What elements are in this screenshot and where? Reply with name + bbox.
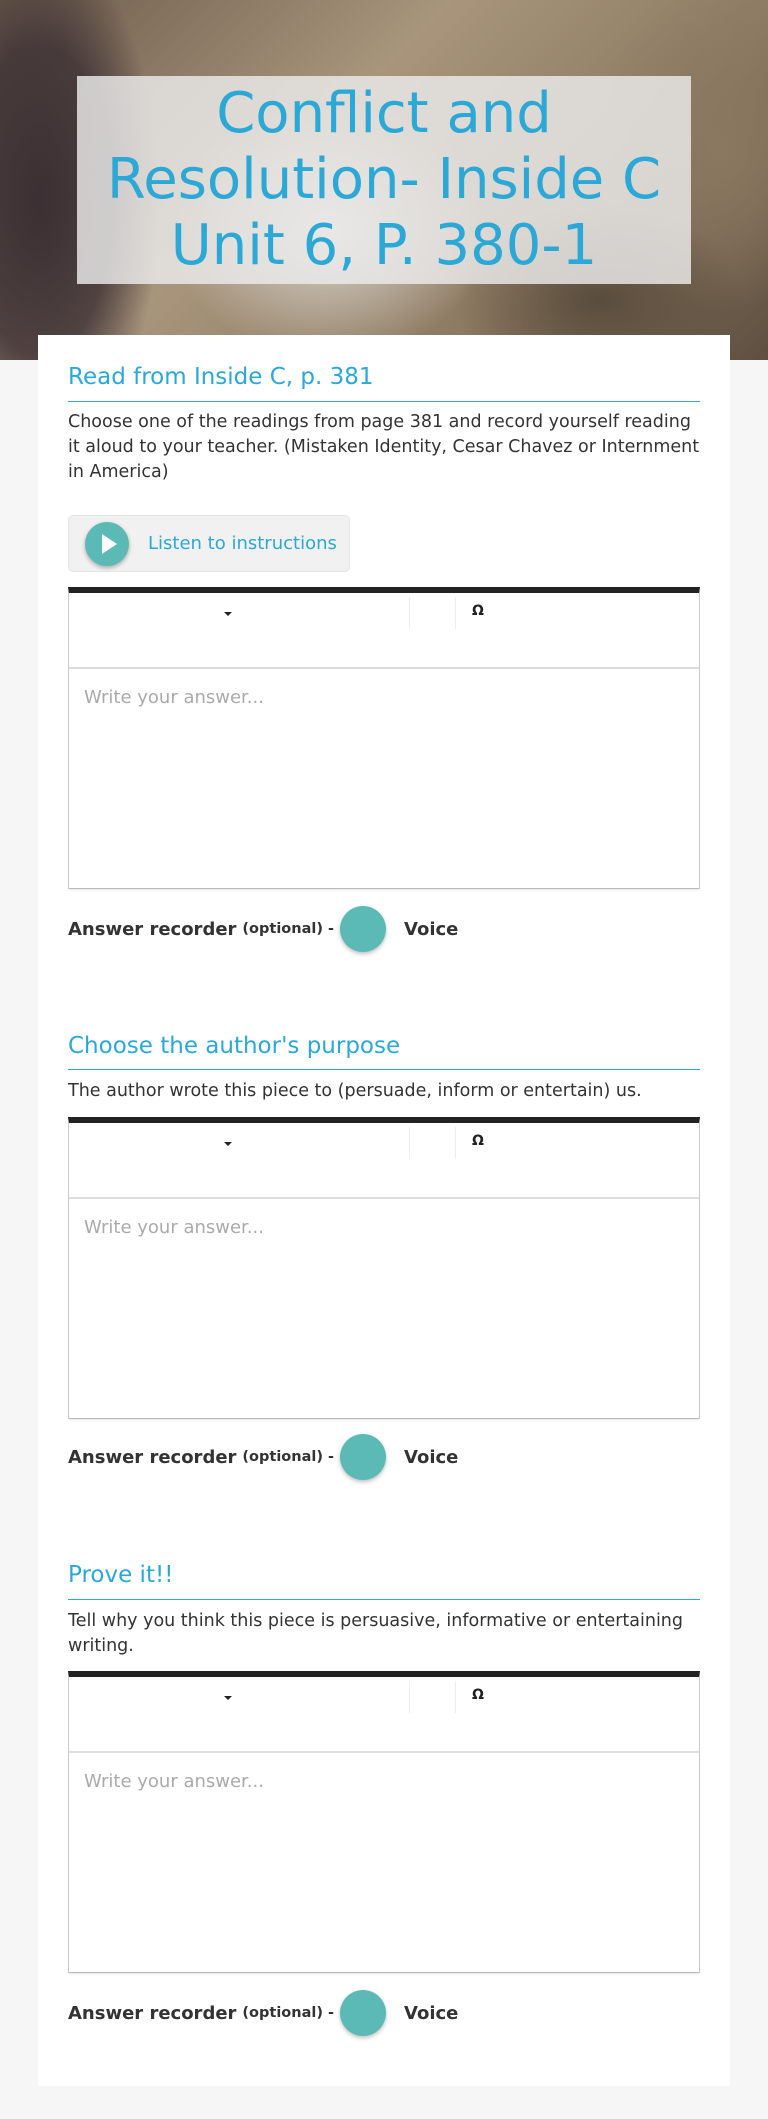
- record-button[interactable]: [340, 1990, 386, 2036]
- section-text: The author wrote this piece to (persuade, inform or entertain) us.: [68, 1081, 642, 1101]
- answer-recorder: [68, 1990, 458, 2036]
- header-banner: [0, 0, 768, 360]
- toolbar-divider: [455, 597, 456, 629]
- editor-toolbar: [69, 1677, 699, 1753]
- editor-toolbar: [69, 593, 699, 669]
- format-dropdown-icon[interactable]: [224, 612, 232, 616]
- special-character-button[interactable]: Ω: [472, 603, 484, 619]
- special-character-button[interactable]: Ω: [472, 1687, 484, 1703]
- page-title: Conflict and Resolution- Inside C Unit 6, P. 380-1: [106, 81, 662, 278]
- voice-label: Voice: [404, 1446, 459, 1468]
- record-button[interactable]: [340, 906, 386, 952]
- voice-label: Voice: [404, 918, 459, 940]
- answer-input[interactable]: Write your answer...: [69, 669, 699, 888]
- toolbar-divider: [455, 1127, 456, 1159]
- section-heading: Prove it!!: [68, 1562, 174, 1588]
- toolbar-divider: [409, 597, 410, 629]
- title-box: [77, 76, 691, 284]
- format-dropdown-icon[interactable]: [224, 1142, 232, 1146]
- answer-recorder: [68, 906, 458, 952]
- toolbar-divider: [409, 1127, 410, 1159]
- divider: [68, 1069, 700, 1070]
- recorder-optional: (optional) -: [242, 2005, 335, 2021]
- toolbar-divider: [455, 1681, 456, 1713]
- recorder-label: Answer recorder: [68, 2002, 237, 2024]
- section-heading: Read from Inside C, p. 381: [68, 364, 374, 390]
- answer-input[interactable]: Write your answer...: [69, 1753, 699, 1972]
- answer-editor: [68, 1671, 700, 1973]
- format-dropdown-icon[interactable]: [224, 1696, 232, 1700]
- listen-instructions-button[interactable]: [68, 515, 350, 572]
- section-text: Tell why you think this piece is persuasive, informative or entertaining writing.: [68, 1611, 684, 1656]
- recorder-label: Answer recorder: [68, 918, 237, 940]
- editor-toolbar: [69, 1123, 699, 1199]
- record-button[interactable]: [340, 1434, 386, 1480]
- toolbar-divider: [409, 1681, 410, 1713]
- divider: [68, 1599, 700, 1600]
- divider: [68, 401, 700, 402]
- section-text: Choose one of the readings from page 381 and record yourself reading it aloud to your teacher. (Mistaken Identity, Cesar Chavez or Internment in America): [68, 412, 700, 482]
- recorder-label: Answer recorder: [68, 1446, 237, 1468]
- listen-label: Listen to instructions: [148, 533, 337, 554]
- play-icon: [85, 522, 129, 566]
- recorder-optional: (optional) -: [242, 921, 335, 937]
- recorder-optional: (optional) -: [242, 1449, 335, 1465]
- special-character-button[interactable]: Ω: [472, 1133, 484, 1149]
- voice-label: Voice: [404, 2002, 459, 2024]
- answer-recorder: [68, 1434, 458, 1480]
- answer-editor: [68, 587, 700, 889]
- answer-input[interactable]: Write your answer...: [69, 1199, 699, 1418]
- answer-editor: [68, 1117, 700, 1419]
- section-heading: Choose the author's purpose: [68, 1033, 401, 1059]
